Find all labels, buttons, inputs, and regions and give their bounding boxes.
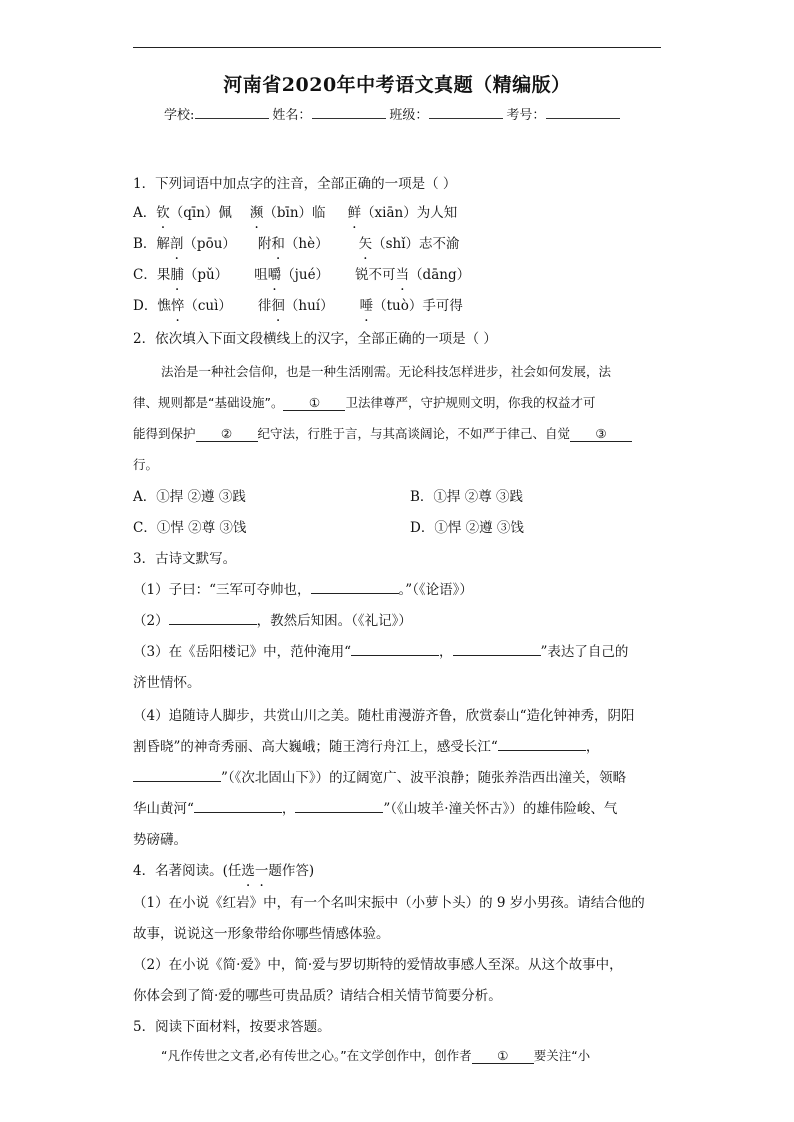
item-text: ， xyxy=(585,739,600,755)
q3-item-4-line-4 xyxy=(133,797,617,817)
dotted-char: 一 xyxy=(254,863,269,879)
plain-char: 果 xyxy=(156,267,171,283)
q3-blank[interactable] xyxy=(453,640,541,656)
pinyin: （pǔ） xyxy=(183,267,229,283)
q2-passage-line-1: 法治是一种社会信仰，也是一种生活刚需。无论科技怎样进步，社会如何发展，法 xyxy=(161,364,612,379)
option-label: B． xyxy=(133,236,157,252)
q2-option-b[interactable]: B．①捍 ②尊 ③践 xyxy=(410,489,524,505)
passage-text: 能得到保护 xyxy=(133,426,196,441)
q3-item-4-line-1: （4）追随诗人脚步，共赏山川之美。随杜甫漫游齐鲁，欣赏泰山“造化钟神秀，阴阳 xyxy=(133,708,635,724)
stem-text: 4．名著阅读。(任 xyxy=(133,863,242,879)
q4-item-1-line-1: （1）在小说《红岩》中，有一个名叫宋振中（小萝卜头）的 9 岁小男孩。请结合他的 xyxy=(133,895,645,911)
q3-item-2 xyxy=(133,609,412,629)
q1-stem: 1．下列词语中加点字的注音，全部正确的一项是（ ） xyxy=(133,176,457,192)
pinyin: （qīn）佩 xyxy=(169,205,232,221)
item-text: ”（《山坡羊·潼关怀古》）的雄伟险峻、气 xyxy=(383,801,618,817)
q4-stem xyxy=(133,859,314,879)
dotted-char: 徊 xyxy=(271,298,285,314)
q3-blank[interactable] xyxy=(169,609,257,625)
q3-blank[interactable] xyxy=(311,578,399,594)
exam-no-blank[interactable] xyxy=(546,106,620,119)
q2-option-c[interactable]: C．①悍 ②尊 ③饯 xyxy=(133,520,247,536)
pinyin: （cuì） xyxy=(184,298,232,314)
q2-stem: 2．依次填入下面文段横线上的汉字，全部正确的一项是（ ） xyxy=(133,331,497,347)
item-text: ，教然后知困。（《礼记》） xyxy=(256,613,412,629)
item-text: （1）子曰：“三军可夺帅也， xyxy=(133,582,311,598)
pinyin: （tuò）手可得 xyxy=(373,298,463,314)
q1-option-b[interactable] xyxy=(133,232,460,252)
q3-blank[interactable] xyxy=(295,797,383,813)
dotted-char: 悴 xyxy=(170,298,185,314)
dotted-char: 钦 xyxy=(156,205,170,221)
item-text: ， xyxy=(439,644,453,660)
q5-blank-1[interactable]: ① xyxy=(472,1048,534,1064)
option-label: A． xyxy=(133,205,157,221)
q3-item-1 xyxy=(133,578,473,598)
option-label: C． xyxy=(133,267,157,283)
q4-item-2-line-1: （2）在小说《简·爱》中，简·爱与罗切斯特的爱情故事感人至深。从这个故事中， xyxy=(133,957,623,973)
passage-text: 要关注“小 xyxy=(533,1048,591,1063)
class-blank[interactable] xyxy=(429,106,503,119)
q3-blank[interactable] xyxy=(133,766,221,782)
q3-blank[interactable] xyxy=(351,640,439,656)
q1-option-c[interactable] xyxy=(133,263,470,283)
dotted-char: 矢 xyxy=(358,236,373,252)
q3-blank[interactable] xyxy=(498,735,586,751)
item-text: （3）在《岳阳楼记》中，范仲淹用“ xyxy=(133,644,351,660)
plain-char: 憔 xyxy=(157,298,171,314)
passage-text: 卫法律尊严，守护规则文明，你我的权益才可 xyxy=(345,395,596,410)
q2-passage-line-3 xyxy=(133,424,632,442)
plain-char: 咀 xyxy=(254,267,268,283)
item-text: 割昏晓”的神奇秀丽、高大巍峨；随王湾行舟江上，感受长江“ xyxy=(133,739,498,755)
q3-item-4-line-2 xyxy=(133,735,599,755)
passage-text: “凡作传世之文者,必有传世之心。”在文学创作中，创作者 xyxy=(161,1048,472,1063)
item-text: （2） xyxy=(133,613,169,629)
pinyin: （shǐ）志不渝 xyxy=(372,236,460,252)
item-text: ， xyxy=(281,801,296,817)
dotted-char: 嚼 xyxy=(267,267,282,283)
q1-option-a[interactable] xyxy=(133,201,457,221)
q3-item-4-line-5: 势磅礴。 xyxy=(133,832,187,848)
dotted-char: 当 xyxy=(395,267,410,283)
q5-stem: 5．阅读下面材料，按要求答题。 xyxy=(133,1019,331,1035)
school-blank[interactable] xyxy=(195,106,269,119)
q2-option-a[interactable]: A．①捍 ②遵 ③践 xyxy=(133,489,246,505)
q2-passage-line-4: 行。 xyxy=(133,457,159,472)
item-text: 。”（《论语》） xyxy=(398,582,473,598)
pinyin: （hè） xyxy=(284,236,329,252)
pinyin: （bīn）临 xyxy=(263,205,326,221)
dotted-char: 脯 xyxy=(170,267,184,283)
dotted-char: 濒 xyxy=(249,205,264,221)
class-label: 班级： xyxy=(389,108,429,123)
school-label: 学校: xyxy=(164,108,195,123)
plain-char: 附 xyxy=(257,236,272,252)
pinyin: （jué） xyxy=(281,267,330,283)
q3-item-3-cont: 济世情怀。 xyxy=(133,675,201,691)
dotted-char: 鲜 xyxy=(347,205,362,221)
name-blank[interactable] xyxy=(312,106,386,119)
passage-text: 律、规则都是“基础设施”。 xyxy=(133,395,284,410)
q2-blank-2[interactable]: ② xyxy=(196,426,258,442)
item-text: ”（《次北固山下》）的辽阔宽广、波平浪静；随张养浩西出潼关，领略 xyxy=(221,770,627,786)
dotted-char: 选 xyxy=(241,863,255,879)
top-rule xyxy=(133,47,661,48)
plain-char: 徘 xyxy=(257,298,272,314)
q4-item-2-line-2: 你体会到了简·爱的哪些可贵品质？请结合相关情节简要分析。 xyxy=(133,988,502,1004)
plain-char: 解 xyxy=(156,236,170,252)
q4-item-1-line-2: 故事，说说这一形象带给你哪些情感体验。 xyxy=(133,926,390,942)
dotted-char: 剖 xyxy=(169,236,184,252)
exam-no-label: 考号： xyxy=(506,108,546,123)
dotted-char: 唾 xyxy=(359,298,374,314)
pinyin: （dāng） xyxy=(409,267,471,283)
plain-char: 锐不可 xyxy=(355,267,396,283)
q2-blank-3[interactable]: ③ xyxy=(570,426,632,442)
item-text: ”表达了自己的 xyxy=(540,644,629,660)
dotted-char: 和 xyxy=(271,236,285,252)
q3-stem: 3．古诗文默写。 xyxy=(133,551,237,567)
q3-blank[interactable] xyxy=(194,797,282,813)
pinyin: （pōu） xyxy=(183,236,236,252)
stem-text: 题作答) xyxy=(268,863,315,879)
q2-passage-line-2 xyxy=(133,393,595,411)
q5-passage-line-1 xyxy=(161,1046,590,1064)
name-label: 姓名： xyxy=(272,108,312,123)
option-label: D． xyxy=(133,298,158,314)
q3-item-4-line-3 xyxy=(133,766,626,786)
pinyin: （xiān）为人知 xyxy=(361,205,458,221)
item-text: 华山黄河“ xyxy=(133,801,194,817)
q2-option-d[interactable]: D．①悍 ②遵 ③饯 xyxy=(410,520,524,536)
page-title: 河南省2020年中考语文真题（精编版） xyxy=(223,74,571,96)
pinyin: （huí） xyxy=(284,298,334,314)
student-info-line xyxy=(164,104,623,123)
q1-option-d[interactable] xyxy=(133,294,463,314)
q2-blank-1[interactable]: ① xyxy=(283,395,345,411)
q3-item-3 xyxy=(133,640,628,660)
passage-text: 纪守法，行胜于言，与其高谈阔论，不如严于律己、自觉 xyxy=(257,426,571,441)
